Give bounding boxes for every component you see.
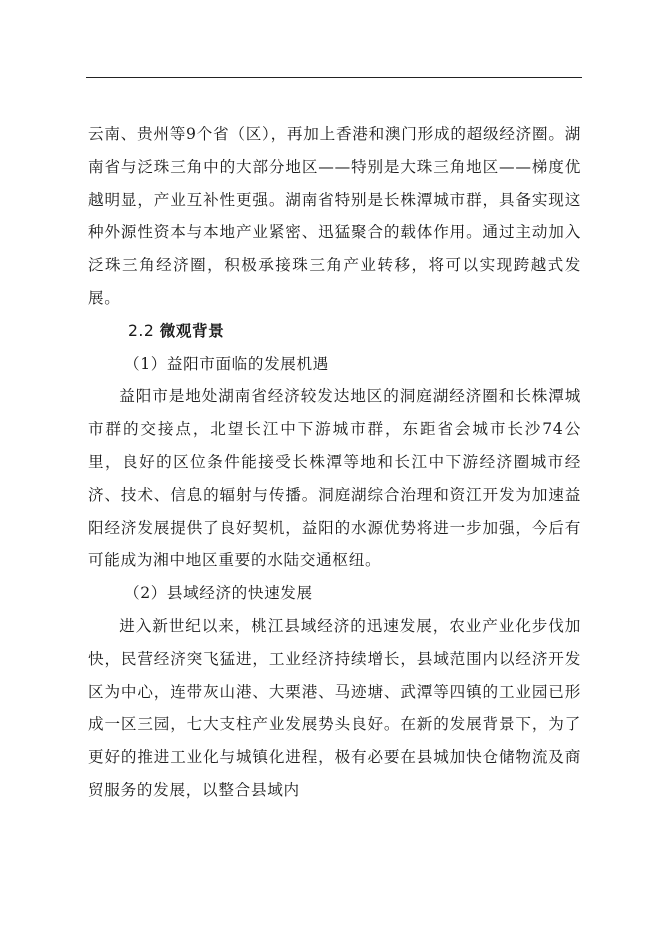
header-rule [86,77,582,78]
section-title: 微观背景 [159,321,225,340]
subsection-2-title: （2）县域经济的快速发展 [124,584,313,603]
document-body [88,118,581,807]
paragraph-intro: 云南、贵州等9个省（区），再加上香港和澳门形成的超级经济圈。湖南省与泛珠三角中的大部分地区——特别是大珠三角地区——梯度优越明显，产业互补性更强。湖南省特别是长株潭城市群，具备实现这种外源性资本与本地产业紧密、迅猛聚合的载体作用。通过主动加入泛珠三角经济圈，积极承接珠三角产业转移，将可以实现跨越式发展。 [88,125,581,307]
subsection-2-body: 进入新世纪以来，桃江县域经济的迅速发展，农业产业化步伐加快，民营经济突飞猛进，工业经济持续增长，县域范围内以经济开发区为中心，连带灰山港、大栗港、马迹塘、武潭等四镇的工业园已形成一区三园，七大支柱产业发展势头良好。在新的发展背景下，为了更好的推进工业化与城镇化进程，极有必要在县城加快仓储物流及商贸服务的发展，以整合县域内 [88,616,581,799]
section-heading [88,315,581,348]
section-number: 2.2 [128,321,155,340]
subsection-1-body: 益阳市是地处湖南省经济较发达地区的洞庭湖经济圈和长株潭城市群的交接点，北望长江中下游城市群，东距省会城市长沙74公里，良好的区位条件能接受长株潭等地和长江中下游经济圈城市经济、技术、信息的辐射与传播。洞庭湖综合治理和资江开发为加速益阳经济发展提供了良好契机，益阳的水源优势将进一步加强，今后有可能成为湘中地区重要的水陆交通枢纽。 [88,387,581,570]
subsection-1-title: （1）益阳市面临的发展机遇 [124,354,329,373]
